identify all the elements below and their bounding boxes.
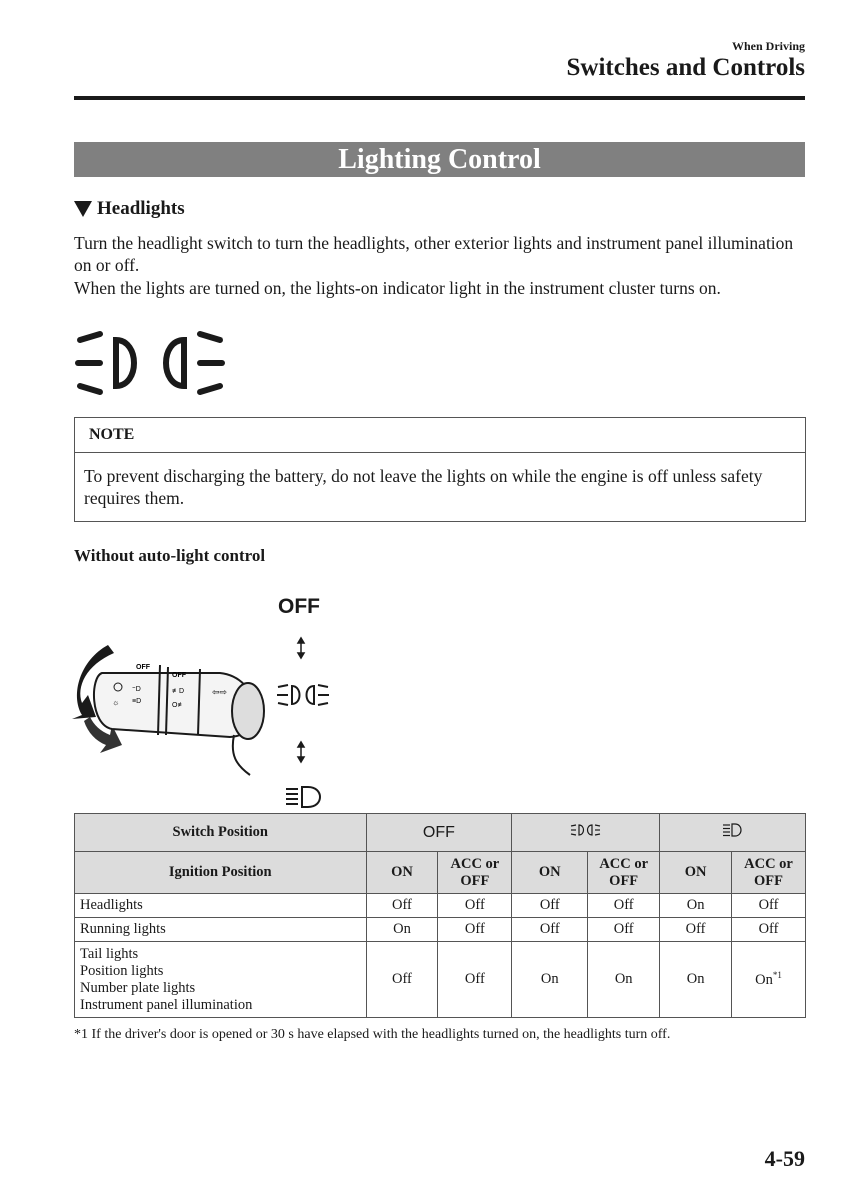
headlight-icon: [722, 823, 744, 837]
table-row: [75, 814, 806, 852]
svg-text:≡D: ≡D: [132, 698, 142, 705]
table-row-label: Tail lights Position lights Number plate lights Instrument panel illumination: [75, 942, 367, 1018]
svg-text:⇦⇨: ⇦⇨: [212, 687, 228, 697]
table-cell: Off: [732, 894, 806, 918]
table-cell: On: [366, 918, 438, 942]
table-cell: Off: [512, 894, 588, 918]
lights-on-indicator-icon: [72, 328, 232, 398]
lighting-switch-diagram: [60, 625, 350, 815]
svg-text:OFF: OFF: [136, 664, 150, 671]
table-cell: On$^{*1}$: [732, 942, 806, 1018]
body-paragraph-1: Turn the headlight switch to turn the headlights, other exterior lights and instrument panel illumination on or off.: [74, 233, 794, 275]
off-position-label: OFF: [278, 595, 320, 618]
table-header-cell: [366, 814, 512, 852]
table-cell: Off: [660, 918, 732, 942]
svg-text:O≢: O≢: [172, 702, 185, 709]
subsection-heading: [74, 198, 185, 220]
table-cell: On: [660, 894, 732, 918]
table-header-cell: ACC or OFF: [438, 852, 512, 894]
table-header-cell: [660, 814, 806, 852]
position-arrow-icon: [298, 742, 304, 762]
position-arrow-icon: [298, 638, 304, 658]
table-header-cell: ON: [660, 852, 732, 894]
table-cell: Off: [438, 942, 512, 1018]
table-header-cell: Ignition Position: [75, 852, 367, 894]
parking-light-icon: [570, 823, 602, 837]
table-cell: Off: [512, 918, 588, 942]
table-header-cell: ON: [366, 852, 438, 894]
note-title: NOTE: [75, 418, 805, 453]
table-cell: On: [588, 942, 660, 1018]
table-row: [75, 942, 806, 1018]
table-header-cell: Switch Position: [75, 814, 367, 852]
table-row: [75, 852, 806, 894]
svg-text:☼: ☼: [112, 698, 120, 707]
stalk-icon: [94, 664, 264, 775]
table-row: [75, 894, 806, 918]
footnote: *1 If the driver's door is opened or 30 s have elapsed with the headlights turned on, the headlights turn off.: [74, 1027, 671, 1042]
table-row: [75, 918, 806, 942]
off-position-header: OFF: [422, 823, 455, 841]
table-header-cell: ACC or OFF: [588, 852, 660, 894]
table-header-cell: [512, 814, 660, 852]
table-cell: Off: [438, 894, 512, 918]
body-paragraph-2: When the lights are turned on, the lights-on indicator light in the instrument cluster turns on.: [74, 278, 721, 298]
subsection-title: Headlights: [97, 198, 185, 219]
note-text: To prevent discharging the battery, do not leave the lights on while the engine is off unless safety requires them.: [84, 466, 763, 508]
section-banner: Lighting Control: [74, 142, 805, 177]
table-header-cell: ON: [512, 852, 588, 894]
page-title: Switches and Controls: [566, 54, 805, 81]
diagram-caption: Without auto-light control: [74, 546, 266, 565]
section-label: When Driving: [731, 39, 805, 53]
footnote-marker: *1: [772, 970, 782, 981]
table-header-cell: ACC or OFF: [732, 852, 806, 894]
lighting-table: [74, 813, 806, 1018]
table-row-label: Headlights: [75, 894, 367, 918]
svg-text:OFF: OFF: [172, 672, 186, 679]
table-cell: Off: [588, 918, 660, 942]
svg-text:≢D: ≢D: [172, 688, 185, 695]
page-number: 4-59: [764, 1146, 805, 1171]
table-cell: Off: [366, 894, 438, 918]
table-cell: Off: [732, 918, 806, 942]
table-cell: Off: [588, 894, 660, 918]
header-rule: [74, 96, 805, 100]
table-cell: On: [512, 942, 588, 1018]
table-cell: Off: [366, 942, 438, 1018]
table-cell: On: [660, 942, 732, 1018]
parking-light-icon: [277, 685, 329, 705]
triangle-bullet-icon: [74, 201, 92, 217]
svg-text:⁼D: ⁼D: [132, 686, 141, 693]
note-box: [74, 417, 806, 522]
headlight-icon: [286, 787, 320, 807]
table-cell: Off: [438, 918, 512, 942]
table-row-label: Running lights: [75, 918, 367, 942]
